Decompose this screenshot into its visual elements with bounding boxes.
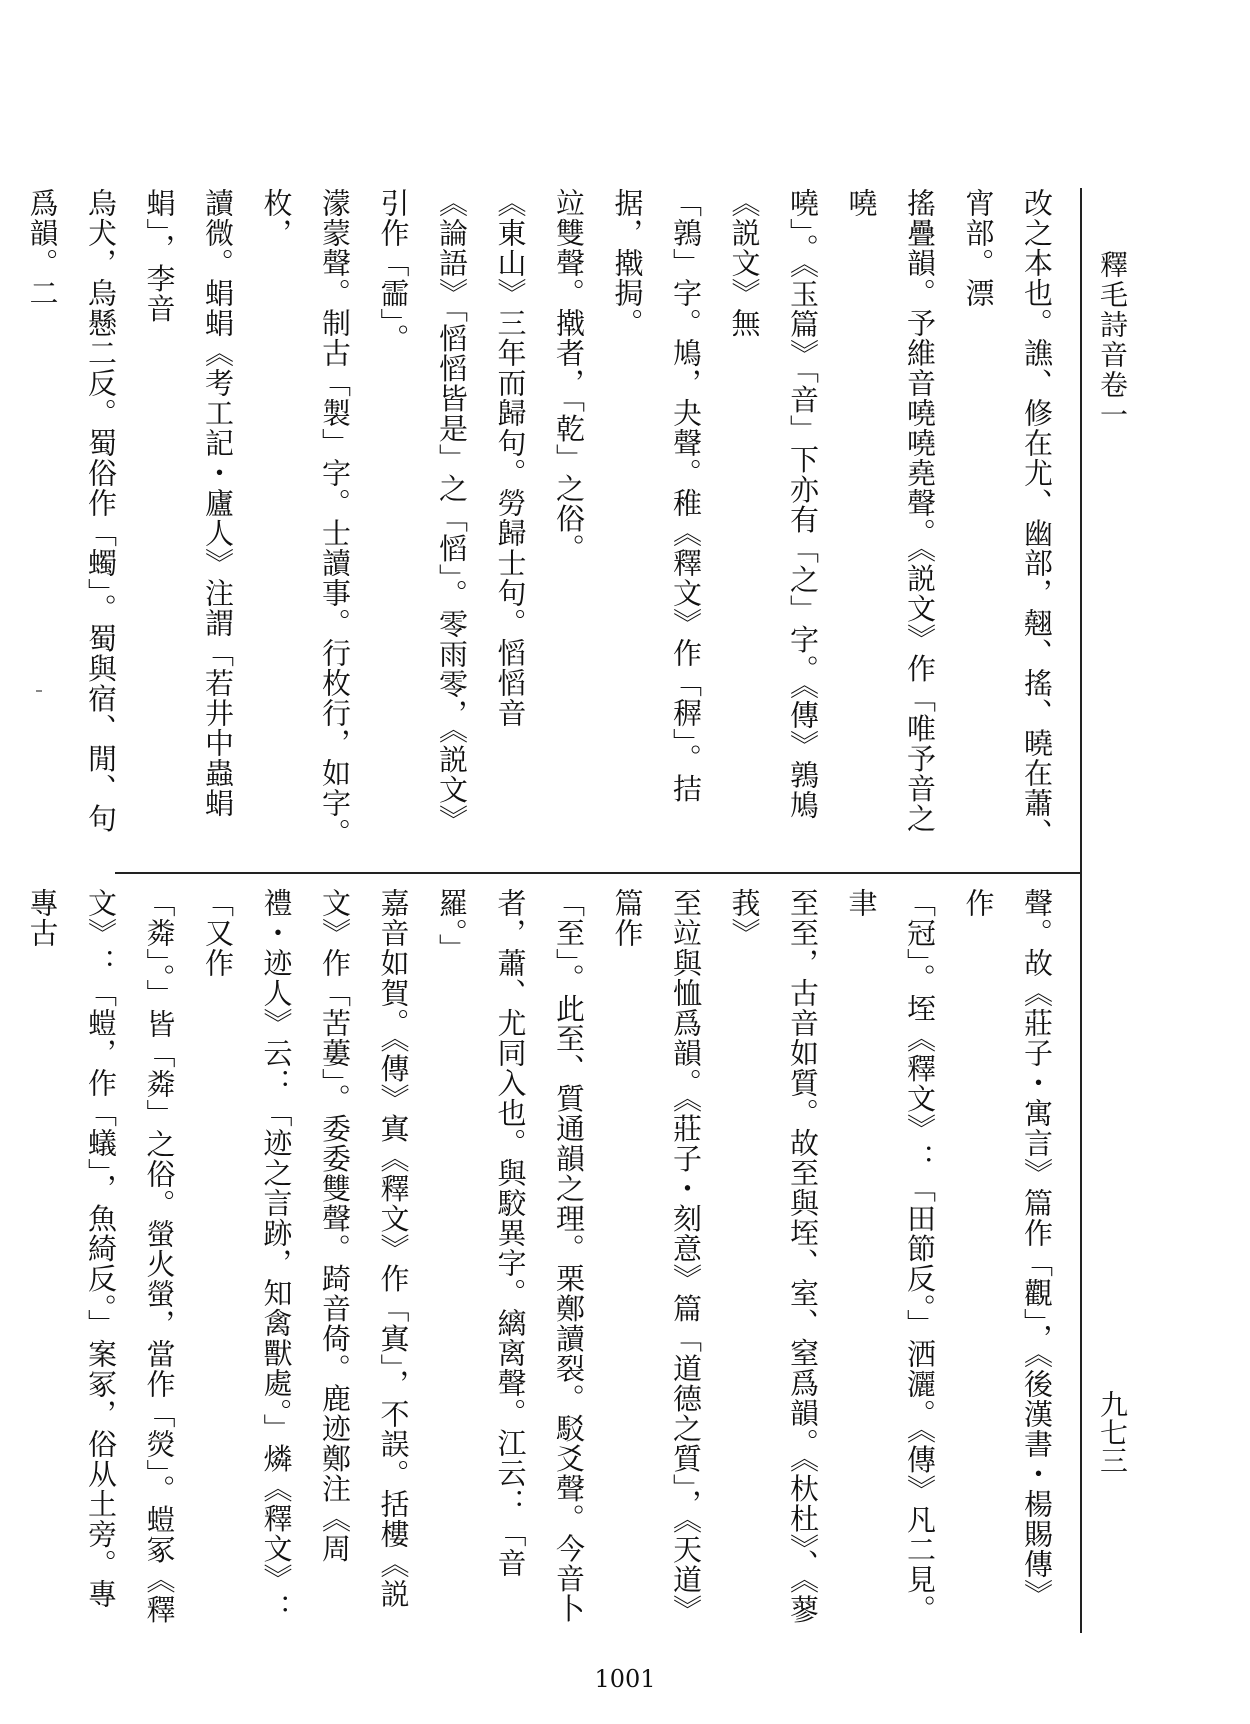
text-column: 聲。故《莊子・寓言》篇作「觀」，《後漢書・楊賜傳》作 <box>961 888 1054 1609</box>
text-column <box>0 888 13 1628</box>
text-column: 禮・迹人》云：「迹之言跡，知禽獸處。」燐《釋文》：「又作 <box>201 888 294 1624</box>
text-column: 改之本也。譙、修在尤、幽部，翹、搖、曉在蕭、宵部。漂 <box>961 188 1054 848</box>
upper-register-text <box>25 188 1066 860</box>
text-column: 「粦」。」皆「粦」之俗。螢火螢，當作「熒」。螘冢《釋 <box>142 888 177 1625</box>
text-column: 搖疊韻。予維音嘵嘵堯聲。《説文》作「唯予音之嘵 <box>844 188 937 834</box>
text-column: 文》作「苦蔞」。委委雙聲。踦音倚。鹿迹鄭注《周 <box>318 888 352 1564</box>
text-column: 嘉音如賀。《傳》寘《釋文》作「寘」，不誤。括樓《説 <box>376 888 411 1609</box>
text-column: 濛蒙聲。制古「製」字。士讀事。行枚行，如字。枚， <box>259 188 352 848</box>
text-column: 《論語》「慆慆皆是」之「慆」。零雨零，《説文》引作「霝」。 <box>376 188 469 835</box>
text-column: 「冠」。垤《釋文》：「田節反。」洒灑。《傳》凡二見。聿 <box>844 888 937 1625</box>
page-number: 1001 <box>594 1665 656 1693</box>
text-column: 竝雙聲。撠者，「乾」之俗。 <box>552 188 586 564</box>
text-column: 《東山》三年而歸句。勞歸士句。慆慆音 <box>493 188 528 728</box>
margin-rule <box>1080 188 1082 1633</box>
text-column: 至竝與恤爲韻。《莊子・刻意》篇「道德之質」，《天道》篇作 <box>610 888 703 1625</box>
folio-number: 九七三 <box>1096 1390 1129 1474</box>
text-column: 「至」。此至、質通韻之理。栗鄭讀裂。駁爻聲。今音卜 <box>552 888 586 1624</box>
lower-register-text <box>25 888 1066 1628</box>
text-column: 讀微。蜎蜎《考工記・廬人》注謂「若井中蟲蜎蜎」，李音 <box>142 188 235 818</box>
register-divider <box>115 872 1080 874</box>
text-column: 者，蕭、尤同入也。與駮異字。縭离聲。江云：「音羅。」 <box>435 888 528 1578</box>
running-head: 釋毛詩音卷一 <box>1096 250 1129 430</box>
text-column: 文》：「螘，作「蟻」，魚綺反。」案冢，俗从土旁。專專古 <box>25 888 118 1609</box>
text-column: 「鶉」字。鳩，夬聲。稚《釋文》作「稺」。拮据，撠挶。 <box>610 188 703 804</box>
text-column: 嘵」。《玉篇》「音」下亦有「之」字。《傳》鶉鳩《説文》無 <box>727 188 820 820</box>
text-column: 烏犬，烏懸二反。蜀俗作「蠋」。蜀與宿、閒、句爲韻。二 <box>25 188 118 834</box>
text-column <box>0 188 13 860</box>
text-column: 至至，古音如質。故至與垤、室、窒爲韻。《杕杜》、《蓼莪》 <box>727 888 820 1625</box>
